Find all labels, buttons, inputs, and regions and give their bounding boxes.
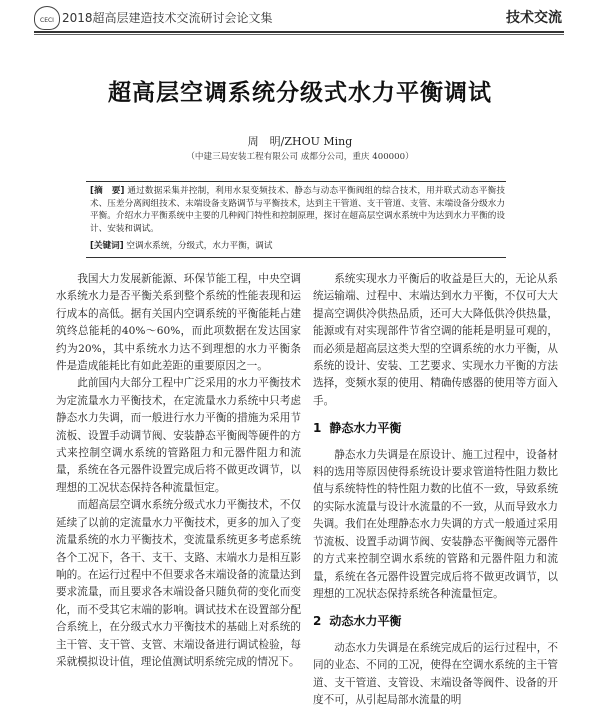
section-heading <box>313 420 558 437</box>
section-title: 动态水力平衡 <box>329 614 402 629</box>
keywords-label: [关键词] <box>90 241 124 251</box>
keywords <box>90 240 505 252</box>
right-column <box>313 271 558 709</box>
body-paragraph: 而超高层空调水系统分级式水力平衡技术，不仅延续了以前的定流量水力平衡技术，更多的加入了变流量系统的水力平衡技术，变流量系统更多考虑系统各个工况下，各干、支干、支路、末端水力是相互影响的。在运行过程中不但要求各末端设备的流量达到要求流量，而且要求各末端设备只随负荷的变化而变化，而不受其它末端的影响。调试技术在设置部分配合系统上，在分级式水力平衡技术的基础上对系统的主干管、支干管、支管、末端设备进行调试检验，每采就模拟设计值，理论值测试明系统完成的情况下。 <box>56 499 301 668</box>
section-number: 2 <box>313 614 322 629</box>
header-rule-thin <box>34 34 564 35</box>
publisher-logo: CECI <box>34 6 60 30</box>
proceedings-title: 2018超高层建造技术交流研讨会论文集 <box>62 11 273 25</box>
section-number: 1 <box>313 421 322 436</box>
left-column <box>56 271 301 671</box>
author-name: 周 明/ZHOU Ming <box>247 135 353 148</box>
body-paragraph: 系统实现水力平衡后的收益是巨大的，无论从系统运输端、过程中、末端达到水力平衡，不仅可大大提高空调供冷供热品质，还可大大降低供冷供热量，能源或有对实现部件节省空调的能耗是明显可观的，而必须是超高层这类大型的空调系统的水力平衡，从系统的设计、安装、工艺要求、实现水力平衡的方法选择，变频水泵的使用、精确传感器的使用等方面入手。 <box>313 273 558 407</box>
body-paragraph: 动态水力失调是在系统完成后的运行过程中，不同的业态、不同的工况，使得在空调水系统的主干管道、支干管道、支管设、末端设备等阀件、设备的开度不可，从引起局部水流量的明 <box>313 641 558 706</box>
abstract <box>90 185 505 235</box>
author-affiliation: （中建三局安装工程有限公司 成都分公司，重庆 400000） <box>186 152 414 162</box>
abstract-label: [摘 要] <box>90 186 125 196</box>
page-header <box>34 6 564 32</box>
section-heading <box>313 613 558 630</box>
body-paragraph: 此前国内大部分工程中广泛采用的水力平衡技术为定流量水力平衡技术，在定流量水力系统中只考虑静态水力失调，而一般进行水力平衡的措施为采用节流板、设置手动调节阀、安装静态平衡阀等硬件的方式来控制空调水系统的管路阻力和元器件阻力和流量，系统在各元器件设置完成后将不做更改调节，以理想的工况状态保持各种流量恒定。 <box>56 377 301 494</box>
section-title: 静态水力平衡 <box>329 421 402 436</box>
keywords-text: 空调水系统，分级式，水力平衡，调试 <box>126 241 273 251</box>
abstract-box <box>86 181 506 258</box>
body-paragraph: 静态水力失调是在原设计、施工过程中，设备材料的选用等原因使得系统设计要求管道特性阻力数比值与系统特性的特性阻力数的比值不一致，导致系统的实际水流量与设计水流量的不一致，从而导致水力失调。我们在处理静态水力失调的方式一般通过采用节流板、设置手动调节阀、安装静态平衡阀等元器件的方式来控制空调水系统的管路和元器件阻力和流量，系统在各元器件设置完成后将不做更改调节，以理想的工况状态保持系统各种流量恒定。 <box>313 448 558 600</box>
paper-title: 超高层空调系统分级式水力平衡调试 <box>108 80 492 106</box>
body-paragraph: 我国大力发展新能源、环保节能工程，中央空调水系统水力是否平衡关系到整个系统的性能表现和运行成本的高低。据有关国内空调系统的平衡能耗占建筑终总能耗的40%～60%，而此项数据在发达国家约为20%，其中系统水力达不到理想的水力平衡条件是造成能耗比有如此差距的重要原因之一。 <box>56 273 301 373</box>
header-rule <box>34 31 564 33</box>
abstract-text: 通过数据采集并控制，利用水泵变频技术、静态与动态平衡阀组的综合技术，用并联式动态平衡技术、压差分离阀组技术、末端设备支路调节与平衡技术，达到主干管道、支干管道、支管、末端设备分级水力平衡。介绍水力平衡系统中主要的几种阀门特性和控制原理，探讨在超高层空调水系统中为达到水力平衡的设计、安装和调试。 <box>90 186 506 234</box>
section-label: 技术交流 <box>506 10 562 26</box>
